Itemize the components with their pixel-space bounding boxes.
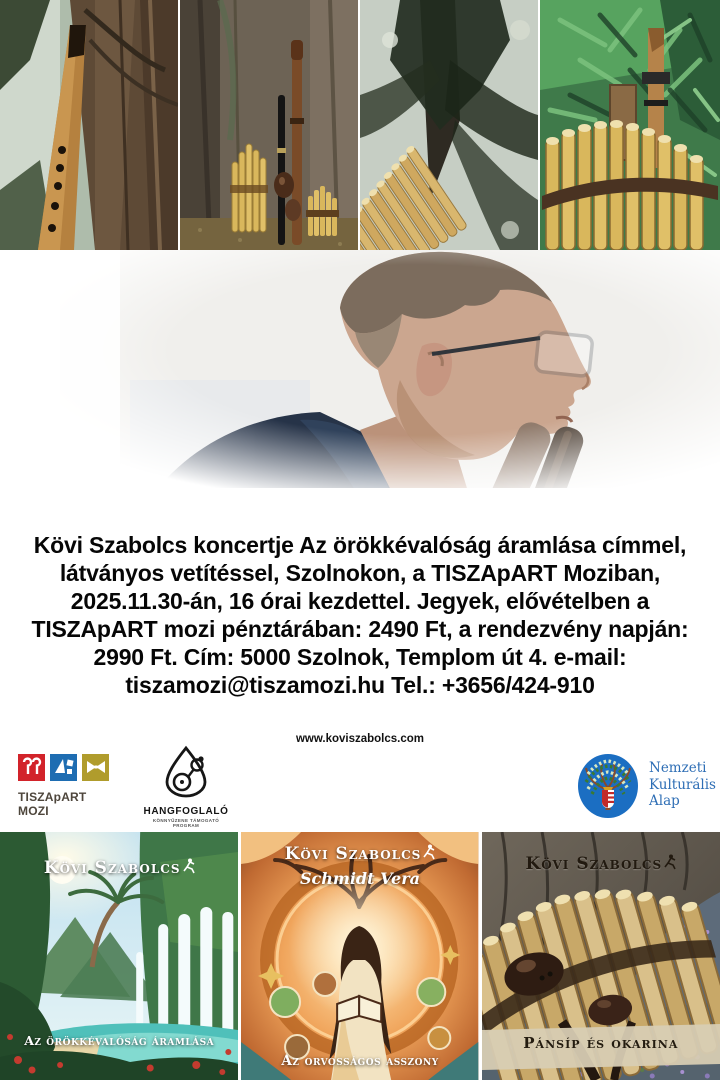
concert-line-1: Kövi Szabolcs koncertje Az örökkévalóság áramlása címmel, bbox=[33, 532, 687, 558]
nka-line-3: Alap bbox=[649, 793, 680, 809]
album3-title: Pánsíp és okarina bbox=[523, 1034, 679, 1052]
concert-line-6: tiszamozi@tiszamozi.hu Tel.: +3656/424-910 bbox=[125, 672, 595, 698]
hangfoglalo-logo bbox=[141, 745, 231, 828]
photo-canopy-panpipes bbox=[360, 0, 538, 250]
album3-artist: Kövi Szabolcs bbox=[482, 854, 720, 875]
canopy-panpipes-image bbox=[360, 0, 538, 250]
photo-bamboo-panflute bbox=[540, 0, 720, 250]
bamboo-panflute-image bbox=[540, 0, 720, 250]
instruments-trunk-image bbox=[180, 0, 358, 250]
tiszapart-mozi-label: TISZApART MOZI bbox=[18, 790, 87, 818]
album-cover-orvossagos bbox=[241, 832, 478, 1080]
concert-line-4: TISZApART mozi pénztárában: 2490 Ft, a rendezvény napján: bbox=[31, 616, 689, 642]
concert-line-5: 2990 Ft. Cím: 5000 Szolnok, Templom út 4. e-mail: bbox=[93, 644, 627, 670]
hangfoglalo-label: HANGFOGLALÓ bbox=[143, 806, 229, 817]
flute-redwood-image bbox=[0, 0, 178, 250]
album1-title: Az örökkévalóság áramlása bbox=[24, 1033, 215, 1048]
album-cover-orokkevalosag bbox=[0, 832, 238, 1080]
leaping-figure-icon bbox=[664, 854, 676, 875]
album-strip bbox=[0, 832, 720, 1080]
album2-artist: Kövi Szabolcs bbox=[241, 844, 478, 865]
flutist-portrait-image bbox=[0, 250, 720, 500]
photo-flute-redwood bbox=[0, 0, 178, 250]
tiszapart-mozi-icon bbox=[18, 753, 110, 782]
nka-line-1: Nemzeti bbox=[649, 760, 707, 776]
album2-artist2: Schmidt Vera bbox=[299, 869, 420, 888]
photo-instruments-trunk bbox=[180, 0, 358, 250]
concert-line-3: 2025.11.30-án, 16 órai kezdettel. Jegyek, elővételben a bbox=[70, 588, 650, 614]
leaping-figure-icon bbox=[183, 858, 195, 879]
photo-strip bbox=[0, 0, 720, 250]
album1-artist: Kövi Szabolcs bbox=[0, 858, 238, 879]
concert-announcement bbox=[0, 531, 720, 699]
nka-label bbox=[649, 752, 716, 810]
hero-portrait bbox=[0, 250, 720, 500]
hangfoglalo-sublabel: KÖNNYŰZENE TÁMOGATÓ PROGRAM bbox=[152, 818, 220, 828]
tiszapart-mozi-logo bbox=[18, 753, 118, 818]
hangfoglalo-icon bbox=[159, 745, 213, 800]
album-cover-pansip bbox=[482, 832, 720, 1080]
website-url: www.koviszabolcs.com bbox=[295, 733, 425, 745]
concert-line-2: látványos vetítéssel, Szolnokon, a TISZApART Moziban, bbox=[59, 560, 661, 586]
nka-icon bbox=[576, 752, 640, 820]
nka-logo bbox=[576, 752, 716, 820]
nka-line-2: Kulturális bbox=[649, 776, 716, 793]
leaping-figure-icon bbox=[423, 844, 435, 865]
album2-title: Az orvosságos asszony bbox=[281, 1053, 439, 1069]
